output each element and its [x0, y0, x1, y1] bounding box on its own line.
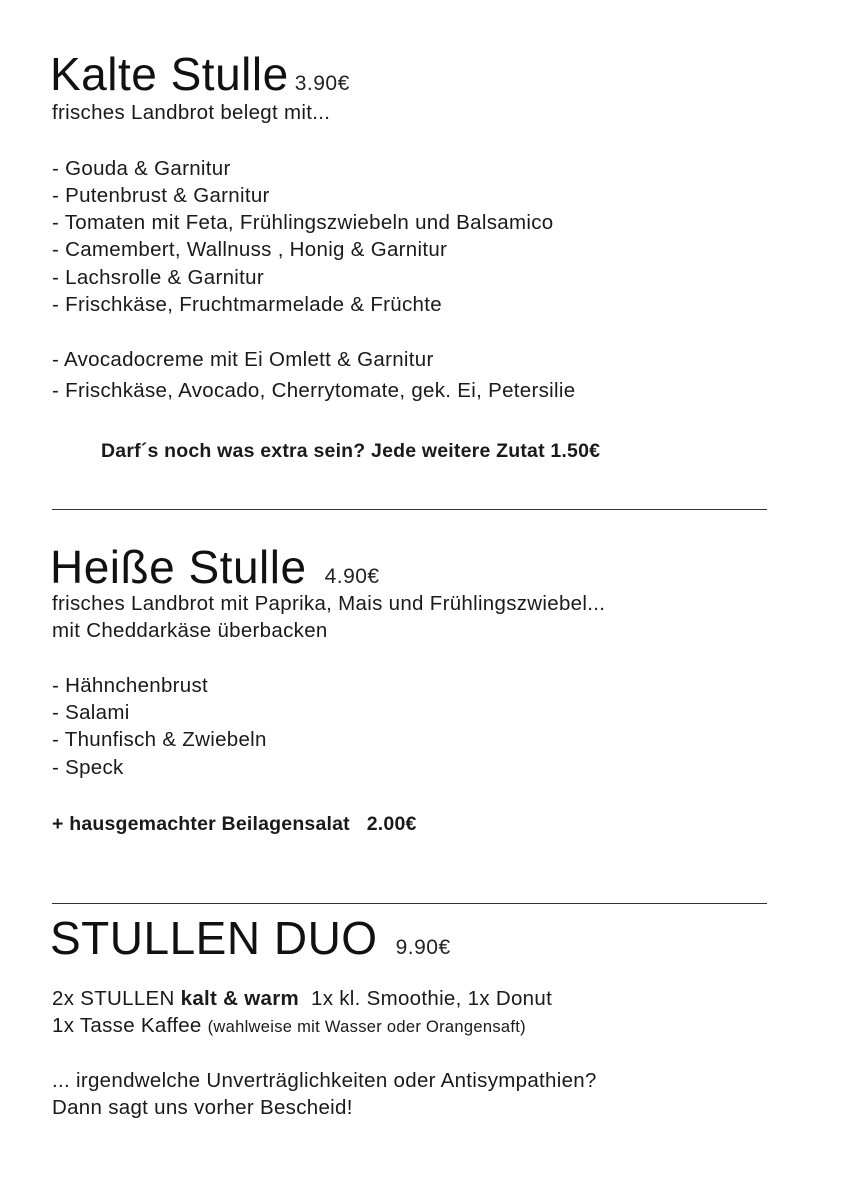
heisse-stulle-extra-note: + hausgemachter Beilagensalat 2.00€ [52, 813, 417, 835]
menu-item: - Speck [52, 756, 124, 779]
small-text: (wahlweise mit Wasser oder Orangensaft) [207, 1018, 526, 1036]
kalte-stulle-extra-note: Darf´s noch was extra sein? Jede weitere Zutat 1.50€ [101, 440, 601, 462]
menu-item: - Frischkäse, Fruchtmarmelade & Früchte [52, 293, 442, 316]
menu-item: - Salami [52, 701, 130, 724]
text: 2x STULLEN [52, 987, 181, 1010]
heisse-stulle-subtitle: mit Cheddarkäse überbacken [52, 619, 328, 642]
allergy-note: ... irgendwelche Unverträglichkeiten oder Antisympathien? [52, 1069, 597, 1092]
menu-item: - Frischkäse, Avocado, Cherrytomate, gek. Ei, Petersilie [52, 379, 576, 402]
bold-text: kalt & warm [180, 987, 299, 1010]
menu-item: - Tomaten mit Feta, Frühlingszwiebeln und Balsamico [52, 211, 554, 234]
stullen-duo-price: 9.90€ [395, 936, 451, 959]
kalte-stulle-price: 3.90€ [294, 72, 350, 95]
stullen-duo-line-2 [52, 1013, 526, 1040]
section-divider [52, 903, 767, 904]
allergy-note: Dann sagt uns vorher Bescheid! [52, 1096, 353, 1119]
stullen-duo-title: STULLEN DUO [50, 912, 378, 964]
kalte-stulle-subtitle: frisches Landbrot belegt mit... [52, 101, 331, 124]
menu-item: - Lachsrolle & Garnitur [52, 266, 264, 289]
stullen-duo-heading [50, 910, 451, 976]
text: 1x Tasse Kaffee [52, 1014, 208, 1037]
menu-item: - Gouda & Garnitur [52, 157, 231, 180]
text: 1x kl. Smoothie, 1x Donut [299, 987, 553, 1010]
menu-item: - Camembert, Wallnuss , Honig & Garnitur [52, 238, 448, 261]
heisse-stulle-subtitle: frisches Landbrot mit Paprika, Mais und Frühlingszwiebel... [52, 592, 606, 615]
kalte-stulle-title: Kalte Stulle [50, 48, 289, 100]
section-divider [52, 509, 767, 510]
heisse-stulle-title: Heiße Stulle [50, 541, 307, 593]
stullen-duo-line-1 [52, 986, 552, 1012]
heisse-stulle-price: 4.90€ [324, 565, 380, 588]
menu-item: - Avocadocreme mit Ei Omlett & Garnitur [52, 348, 434, 371]
menu-item: - Hähnchenbrust [52, 674, 209, 697]
menu-item: - Putenbrust & Garnitur [52, 184, 270, 207]
menu-item: - Thunfisch & Zwiebeln [52, 728, 267, 751]
